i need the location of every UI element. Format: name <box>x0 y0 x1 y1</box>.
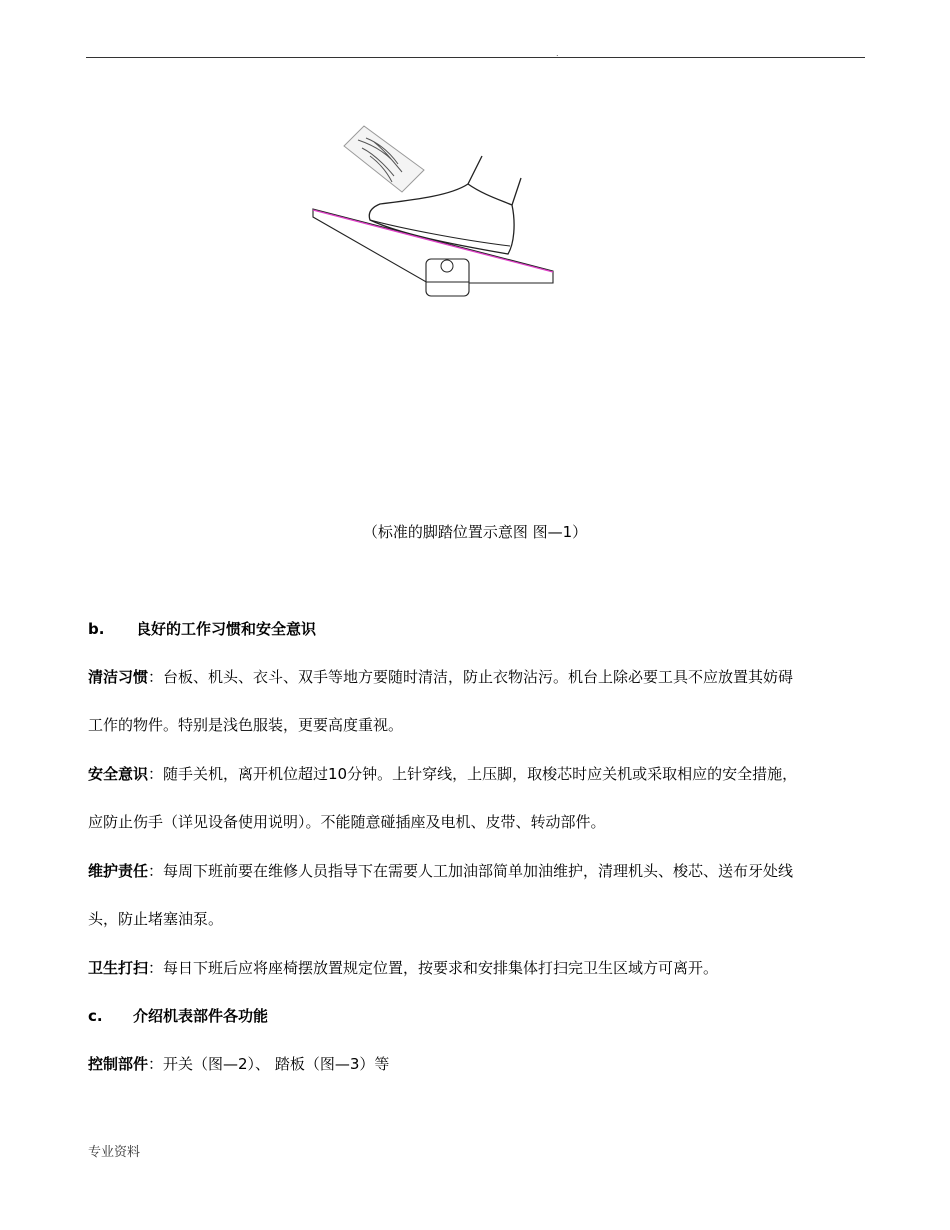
section-c-letter: c. <box>88 1007 103 1025</box>
clean-habit-line-2: 工作的物件。特别是浅色服装，更要高度重视。 <box>88 716 404 734</box>
maintenance-label: 维护责任 <box>88 862 149 880</box>
leg-front-line <box>468 156 482 184</box>
safety-label: 安全意识 <box>88 765 149 783</box>
control-parts-line <box>88 1053 389 1075</box>
figure-1-caption: （标准的脚踏位置示意图 图—1） <box>362 523 588 541</box>
header-dot: . <box>556 49 559 58</box>
section-c-heading <box>88 1005 268 1027</box>
leg-back-line <box>512 178 521 205</box>
clean-habit-label: 清洁习惯 <box>88 668 149 686</box>
maintenance-line-1 <box>88 860 793 882</box>
hygiene-line <box>88 957 718 979</box>
maintenance-line-2: 头，防止堵塞油泵。 <box>88 910 224 928</box>
hygiene-text: ：每日下班后应将座椅摆放置规定位置，按要求和安排集体打扫完卫生区域方可离开。 <box>148 959 719 977</box>
footer-text: 专业资料 <box>88 1145 141 1160</box>
maintenance-text-1: ：每周下班前要在维修人员指导下在需要人工加油部简单加油维护，清理机头、梭芯、送布牙处线 <box>148 862 794 880</box>
section-b-heading <box>88 618 316 640</box>
section-b-title: 良好的工作习惯和安全意识 <box>136 620 317 638</box>
hygiene-label: 卫生打扫 <box>88 959 149 977</box>
safety-text-1: ：随手关机，离开机位超过10分钟。上针穿线，上压脚，取梭芯时应关机或采取相应的安全措施， <box>148 765 798 783</box>
pedal-position-figure <box>300 120 570 310</box>
safety-line-1 <box>88 763 797 785</box>
safety-line-2: 应防止伤手（详见设备使用说明）。不能随意碰插座及电机、皮带、转动部件。 <box>88 813 606 831</box>
clean-habit-line-1 <box>88 666 793 688</box>
pedal-pivot-circle <box>441 260 453 272</box>
clean-habit-text-1: ：台板、机头、衣斗、双手等地方要随时清洁，防止衣物沾污。机台上除必要工具不应放置其妨碍 <box>148 668 794 686</box>
section-b-letter: b. <box>88 620 105 638</box>
section-c-title: 介绍机表部件各功能 <box>133 1007 269 1025</box>
control-parts-text: ：开关（图—2）、 踏板（图—3）等 <box>148 1055 390 1073</box>
control-parts-label: 控制部件 <box>88 1055 149 1073</box>
header-rule <box>86 57 865 58</box>
hand-sketch-illustration <box>344 126 424 192</box>
